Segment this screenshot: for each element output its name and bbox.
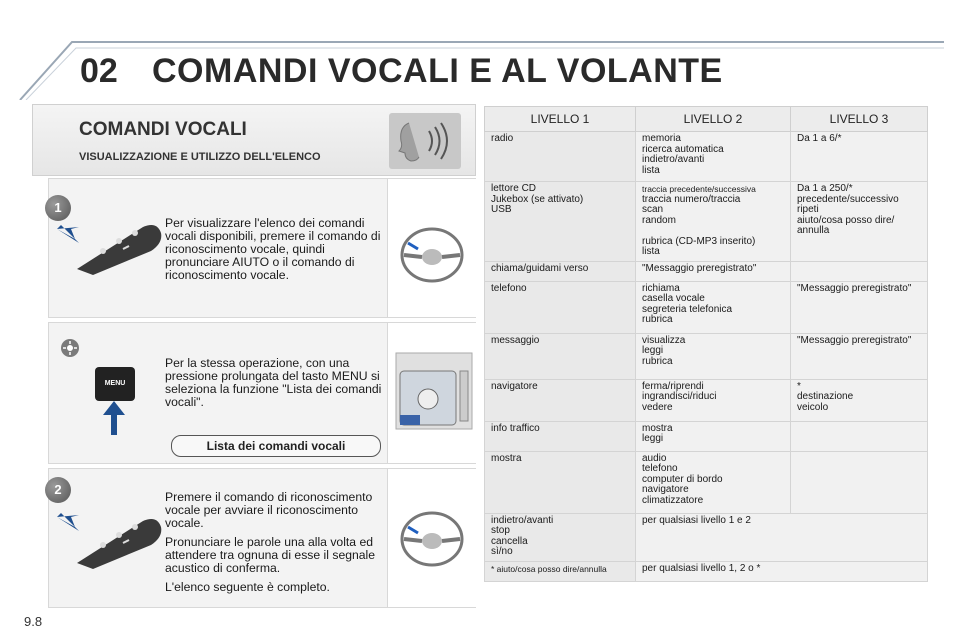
section-subtitle: VISUALIZZAZIONE E UTILIZZO DELL'ELENCO — [79, 151, 321, 163]
cell-level-2: audio telefono computer di bordo navigatore climatizzatore — [636, 451, 791, 513]
cell-level-1: lettore CD Jukebox (se attivato) USB — [485, 182, 636, 262]
step-panel-1 — [48, 178, 476, 318]
cell-level-1: indietro/avanti stop cancella sì/no — [485, 513, 636, 561]
chapter-number: 02 — [80, 52, 118, 90]
step-1-text: Per visualizzare l'elenco dei comandi vocali disponibili, premere il comando di riconoscimento vocale, quindi pronunciare AIUTO o il comando di riconoscimento vocale. — [165, 216, 381, 282]
steering-wheel-icon — [388, 179, 478, 319]
table-row — [485, 421, 928, 451]
cell-level-2: memoria ricerca automatica indietro/avanti lista — [636, 132, 791, 182]
instructions-column — [32, 104, 476, 608]
table-header-row — [485, 107, 928, 132]
table-row — [485, 261, 928, 281]
step-badge-1: 1 — [45, 195, 71, 221]
cell-level-1: info traffico — [485, 421, 636, 451]
table-row — [485, 379, 928, 421]
menu-key: MENU — [95, 367, 135, 401]
column-header-level-2: LIVELLO 2 — [636, 107, 791, 132]
cell-level-1: messaggio — [485, 333, 636, 379]
voice-commands-table — [484, 106, 928, 582]
steering-wheel-illustration — [387, 469, 478, 607]
control-stalk-icon — [73, 219, 163, 275]
table-row — [485, 513, 928, 561]
audio-panel-icon — [388, 323, 478, 463]
steering-wheel-icon — [388, 469, 478, 609]
cell-level-2: mostra leggi — [636, 421, 791, 451]
light-icon — [59, 337, 81, 359]
page-header — [0, 0, 960, 100]
cell-level-2: per qualsiasi livello 1 e 2 — [636, 513, 928, 561]
cell-level-2: ferma/riprendi ingrandisci/riduci vedere — [636, 379, 791, 421]
pointer-arrow-icon — [103, 401, 125, 435]
cell-level-1: radio — [485, 132, 636, 182]
voice-commands-list-button[interactable]: Lista dei comandi vocali — [171, 435, 381, 457]
column-header-level-3: LIVELLO 3 — [791, 107, 928, 132]
table-row — [485, 333, 928, 379]
control-stalk-icon — [73, 513, 163, 569]
table-row — [485, 281, 928, 333]
step-panel-2 — [48, 468, 476, 608]
table-row — [485, 451, 928, 513]
cell-level-3 — [791, 421, 928, 451]
cell-level-3: "Messaggio preregistrato" — [791, 333, 928, 379]
pointer-arrow-icon — [57, 225, 83, 247]
cell-level-3 — [791, 261, 928, 281]
page-title: COMANDI VOCALI E AL VOLANTE — [152, 52, 723, 90]
cell-level-2: visualizza leggi rubrica — [636, 333, 791, 379]
step-2-text: Premere il comando di riconoscimento vocale per avviare il riconoscimento vocale. Pronunciare le parole una alla volta ed attendere tra ognuna di esse il segnale acustico di conferma. L'elenco seguente è completo. — [165, 490, 376, 594]
cell-level-2: per qualsiasi livello 1, 2 o * — [636, 561, 928, 581]
section-title: COMANDI VOCALI — [79, 119, 247, 140]
audio-panel-illustration — [387, 323, 478, 463]
step-badge-2: 2 — [45, 477, 71, 503]
cell-level-3: Da 1 a 250/* precedente/successivo ripeti aiuto/cosa posso dire/ annulla — [791, 182, 928, 262]
page-number: 9.8 — [24, 614, 43, 629]
cell-level-1: telefono — [485, 281, 636, 333]
cell-level-1: mostra — [485, 451, 636, 513]
cell-level-3: "Messaggio preregistrato" — [791, 281, 928, 333]
voice-command-icon — [389, 113, 461, 169]
step-panel-menu — [48, 322, 476, 464]
section-header — [32, 104, 476, 176]
step-menu-text: Per la stessa operazione, con una pressione prolungata del tasto MENU si seleziona la funzione "Lista dei comandi vocali". — [165, 356, 382, 409]
table-body — [485, 132, 928, 582]
table-row — [485, 561, 928, 581]
cell-level-2: "Messaggio preregistrato" — [636, 261, 791, 281]
pointer-arrow-icon — [57, 513, 83, 535]
column-header-level-1: LIVELLO 1 — [485, 107, 636, 132]
cell-level-1: navigatore — [485, 379, 636, 421]
cell-level-2: traccia precedente/successiva traccia numero/traccia scan random rubrica (CD-MP3 inserito) lista — [636, 182, 791, 262]
cell-level-2: richiama casella vocale segreteria telefonica rubrica — [636, 281, 791, 333]
table-row — [485, 182, 928, 262]
cell-level-1: * aiuto/cosa posso dire/annulla — [485, 561, 636, 581]
cell-level-3: * destinazione veicolo — [791, 379, 928, 421]
cell-level-3: Da 1 a 6/* — [791, 132, 928, 182]
steering-wheel-illustration — [387, 179, 478, 317]
table-row — [485, 132, 928, 182]
cell-level-1: chiama/guidami verso — [485, 261, 636, 281]
cell-level-3 — [791, 451, 928, 513]
